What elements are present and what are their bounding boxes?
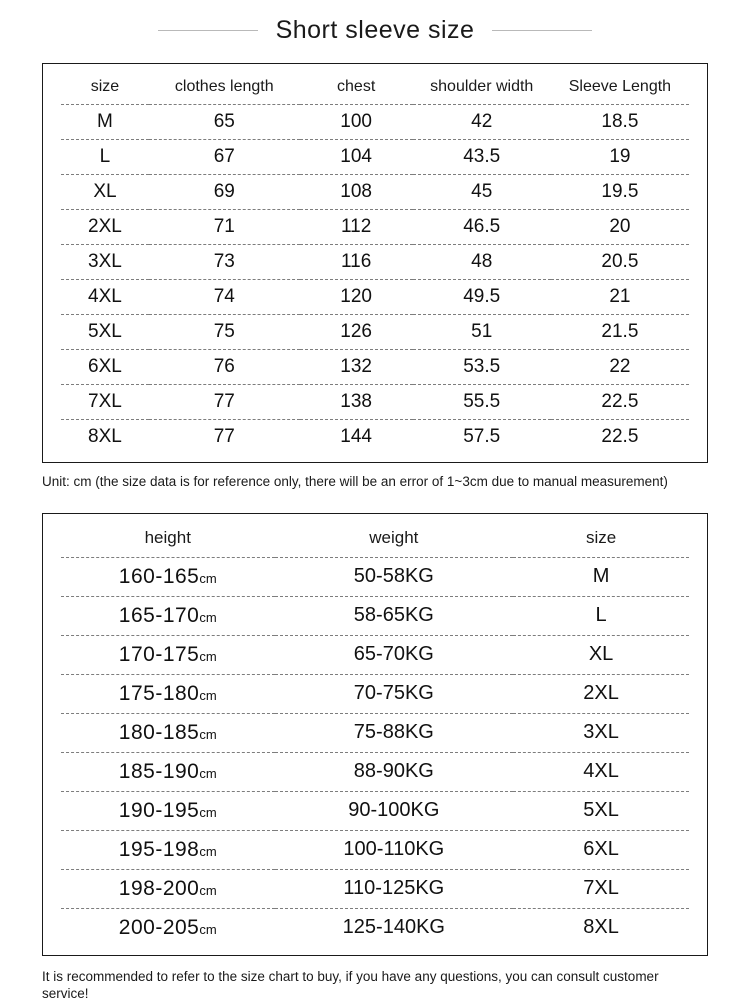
cell-chest: 138: [300, 385, 413, 420]
fit-table-container: [42, 513, 708, 956]
table-row: [61, 791, 689, 830]
cell-shoulder-width: 53.5: [413, 350, 551, 385]
cell-height: [61, 596, 275, 635]
cell-shoulder-width: 45: [413, 175, 551, 210]
height-unit: cm: [199, 687, 217, 703]
cell-weight: 65-70KG: [275, 635, 514, 674]
cell-sleeve-length: 22.5: [551, 385, 689, 420]
cell-shoulder-width: 49.5: [413, 280, 551, 315]
cell-clothes-length: 73: [149, 245, 300, 280]
cell-sleeve-length: 21.5: [551, 315, 689, 350]
cell-shoulder-width: 46.5: [413, 210, 551, 245]
table-row: [61, 420, 689, 455]
cell-size: 8XL: [61, 420, 149, 455]
unit-note: Unit: cm (the size data is for reference only, there will be an error of 1~3cm due to manual measurement): [42, 474, 668, 489]
cell-weight: 100-110KG: [275, 830, 514, 869]
cell-size: 3XL: [513, 713, 689, 752]
page-title: [0, 0, 750, 55]
table-row: [61, 280, 689, 315]
cell-size: 8XL: [513, 908, 689, 947]
cell-height: [61, 752, 275, 791]
size-table-header-row: [61, 74, 689, 105]
height-unit: cm: [199, 882, 217, 898]
column-header-shoulder-width: shoulder width: [430, 78, 534, 95]
height-value: 185-190: [118, 759, 200, 783]
cell-size: 6XL: [61, 350, 149, 385]
height-value: 165-170: [118, 603, 200, 627]
cell-weight: 88-90KG: [275, 752, 514, 791]
column-header-weight: weight: [369, 527, 419, 547]
cell-weight: 125-140KG: [275, 908, 514, 947]
height-value: 195-198: [118, 837, 200, 861]
cell-size: 4XL: [61, 280, 149, 315]
cell-clothes-length: 76: [149, 350, 300, 385]
cell-size: 5XL: [513, 791, 689, 830]
table-row: [61, 315, 689, 350]
cell-clothes-length: 65: [149, 105, 300, 140]
cell-size: 2XL: [513, 674, 689, 713]
height-unit: cm: [199, 609, 217, 625]
table-row: [61, 674, 689, 713]
height-value: 200-205: [118, 915, 200, 939]
cell-chest: 120: [300, 280, 413, 315]
cell-height: [61, 557, 275, 596]
cell-clothes-length: 75: [149, 315, 300, 350]
cell-size: 7XL: [513, 869, 689, 908]
cell-size: M: [61, 105, 149, 140]
cell-height: [61, 791, 275, 830]
cell-weight: 75-88KG: [275, 713, 514, 752]
height-value: 170-175: [118, 642, 200, 666]
cell-chest: 100: [300, 105, 413, 140]
cell-size: L: [61, 140, 149, 175]
cell-size: 7XL: [61, 385, 149, 420]
cell-sleeve-length: 19: [551, 140, 689, 175]
cell-clothes-length: 69: [149, 175, 300, 210]
cell-shoulder-width: 57.5: [413, 420, 551, 455]
height-unit: cm: [199, 570, 217, 586]
cell-size: 4XL: [513, 752, 689, 791]
cell-clothes-length: 77: [149, 420, 300, 455]
cell-weight: 50-58KG: [275, 557, 514, 596]
cell-shoulder-width: 43.5: [413, 140, 551, 175]
table-row: [61, 596, 689, 635]
size-table: [61, 74, 689, 454]
cell-size: 2XL: [61, 210, 149, 245]
height-value: 198-200: [118, 876, 200, 900]
table-row: [61, 210, 689, 245]
cell-chest: 116: [300, 245, 413, 280]
spacer: [0, 491, 750, 505]
table-row: [61, 557, 689, 596]
cell-sleeve-length: 18.5: [551, 105, 689, 140]
cell-size: M: [513, 557, 689, 596]
cell-weight: 58-65KG: [275, 596, 514, 635]
cell-height: [61, 674, 275, 713]
cell-shoulder-width: 48: [413, 245, 551, 280]
cell-chest: 144: [300, 420, 413, 455]
cell-size: 5XL: [61, 315, 149, 350]
height-unit: cm: [199, 648, 217, 664]
height-value: 160-165: [118, 564, 200, 588]
cell-size: 3XL: [61, 245, 149, 280]
cell-clothes-length: 71: [149, 210, 300, 245]
height-unit: cm: [199, 804, 217, 820]
height-unit: cm: [199, 765, 217, 781]
height-value: 190-195: [118, 798, 200, 822]
cell-clothes-length: 67: [149, 140, 300, 175]
fit-table-header-row: [61, 524, 689, 558]
bottom-note: It is recommended to refer to the size chart to buy, if you have any questions, you can consult customer service!: [42, 968, 659, 1002]
cell-height: [61, 869, 275, 908]
cell-shoulder-width: 55.5: [413, 385, 551, 420]
cell-sleeve-length: 20: [551, 210, 689, 245]
column-header-height: height: [144, 527, 191, 547]
table-row: [61, 713, 689, 752]
table-row: [61, 350, 689, 385]
cell-sleeve-length: 19.5: [551, 175, 689, 210]
table-row: [61, 752, 689, 791]
height-value: 180-185: [118, 720, 200, 744]
table-row: [61, 140, 689, 175]
cell-size: 6XL: [513, 830, 689, 869]
cell-chest: 132: [300, 350, 413, 385]
height-unit: cm: [199, 921, 217, 937]
cell-chest: 112: [300, 210, 413, 245]
cell-shoulder-width: 42: [413, 105, 551, 140]
cell-chest: 104: [300, 140, 413, 175]
table-row: [61, 830, 689, 869]
cell-shoulder-width: 51: [413, 315, 551, 350]
cell-weight: 90-100KG: [275, 791, 514, 830]
column-header-sleeve-length: Sleeve Length: [568, 78, 672, 95]
cell-height: [61, 635, 275, 674]
size-table-container: [42, 63, 708, 463]
cell-sleeve-length: 22: [551, 350, 689, 385]
cell-sleeve-length: 21: [551, 280, 689, 315]
cell-sleeve-length: 20.5: [551, 245, 689, 280]
column-header-clothes-length: clothes length: [174, 78, 274, 95]
cell-weight: 70-75KG: [275, 674, 514, 713]
cell-height: [61, 713, 275, 752]
cell-height: [61, 908, 275, 947]
table-row: [61, 635, 689, 674]
title-rule-left: [158, 30, 258, 31]
page-title-text: Short sleeve size: [275, 16, 475, 44]
cell-size: L: [513, 596, 689, 635]
cell-size: XL: [513, 635, 689, 674]
column-header-chest: chest: [337, 78, 376, 95]
height-value: 175-180: [118, 681, 200, 705]
table-row: [61, 175, 689, 210]
table-row: [61, 908, 689, 947]
cell-sleeve-length: 22.5: [551, 420, 689, 455]
height-unit: cm: [199, 726, 217, 742]
cell-clothes-length: 77: [149, 385, 300, 420]
table-row: [61, 245, 689, 280]
cell-height: [61, 830, 275, 869]
cell-chest: 126: [300, 315, 413, 350]
column-header-size: size: [585, 527, 617, 547]
table-row: [61, 869, 689, 908]
title-rule-right: [492, 30, 592, 31]
cell-size: XL: [61, 175, 149, 210]
cell-weight: 110-125KG: [275, 869, 514, 908]
cell-clothes-length: 74: [149, 280, 300, 315]
table-row: [61, 385, 689, 420]
fit-table: [61, 524, 689, 947]
cell-chest: 108: [300, 175, 413, 210]
height-unit: cm: [199, 843, 217, 859]
table-row: [61, 105, 689, 140]
column-header-size: size: [90, 78, 120, 95]
